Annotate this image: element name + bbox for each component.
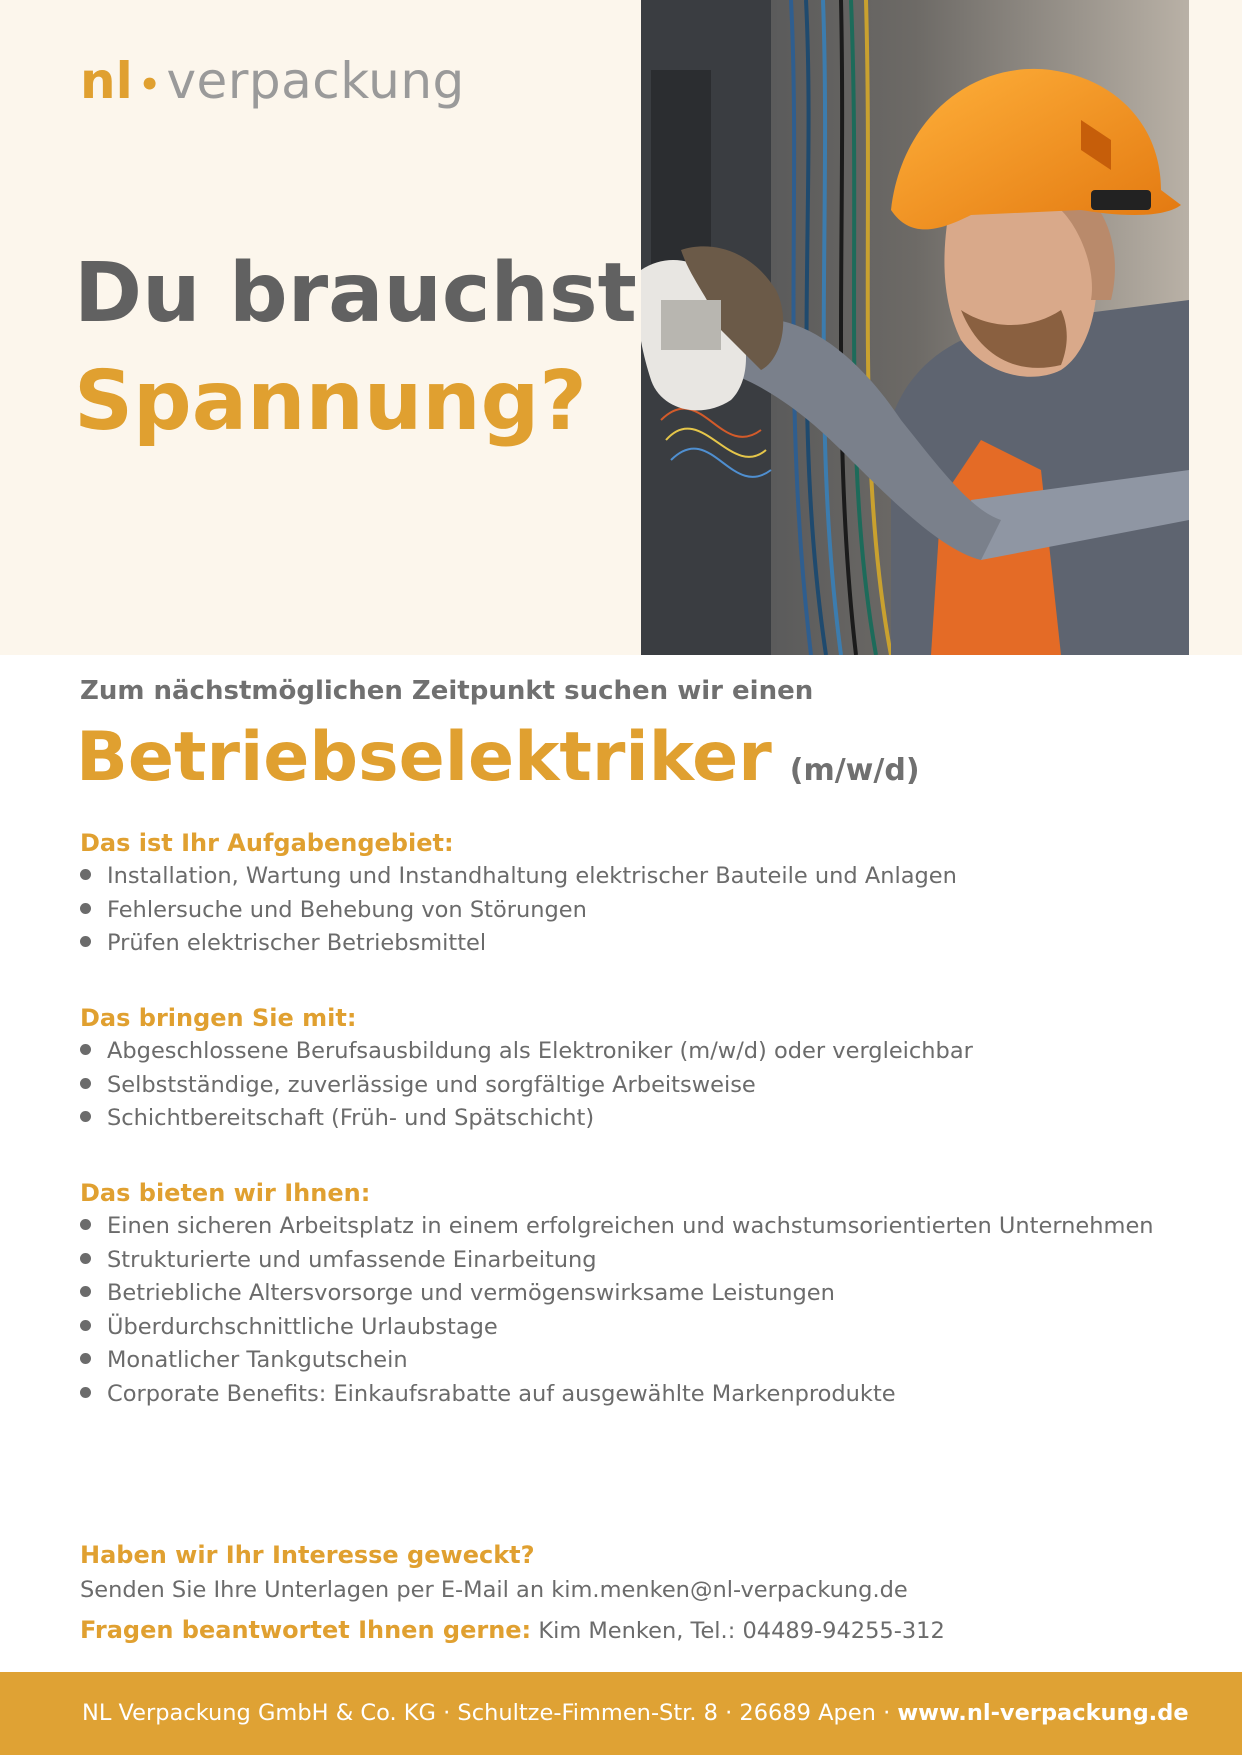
headline — [74, 240, 637, 456]
electrician-photo — [641, 0, 1189, 655]
list-item — [80, 1311, 1154, 1345]
list-item — [80, 1210, 1154, 1244]
job-title-block — [76, 718, 920, 797]
list-item-text: Selbstständige, zuverlässige und sorgfältige Arbeitsweise — [107, 1071, 756, 1098]
contact-email-text[interactable]: Senden Sie Ihre Unterlagen per E-Mail an kim.menken@nl-verpackung.de — [80, 1577, 908, 1603]
job-gender-suffix: (m/w/d) — [789, 753, 920, 788]
bullet-icon — [80, 1253, 91, 1264]
bullet-list — [80, 860, 957, 961]
list-item-text: Prüfen elektrischer Betriebsmittel — [107, 930, 487, 956]
bullet-icon — [80, 903, 91, 914]
list-item — [80, 1069, 973, 1103]
bullet-icon — [80, 1286, 91, 1297]
list-item — [80, 1344, 1154, 1378]
bullet-icon — [80, 936, 91, 947]
contact-block — [80, 1537, 945, 1652]
faq-contact-text: Kim Menken, Tel.: 04489-94255-312 — [538, 1618, 945, 1644]
headline-line2: Spannung? — [74, 354, 587, 449]
list-item-text: Abgeschlossene Berufsausbildung als Elektroniker (m/w/d) oder vergleichbar — [107, 1038, 973, 1064]
list-item — [80, 860, 957, 894]
list-item — [80, 1102, 973, 1136]
list-item-text: Fehlersuche und Behebung von Störungen — [107, 896, 587, 923]
bullet-icon — [80, 869, 91, 880]
logo-nl: nl — [80, 52, 133, 110]
bullet-icon — [80, 1111, 91, 1122]
footer-content — [82, 1672, 1189, 1755]
logo-dot: • — [138, 64, 161, 105]
list-item-text: Strukturierte und umfassende Einarbeitung — [107, 1246, 597, 1273]
list-item — [80, 894, 957, 928]
bullet-icon — [80, 1387, 91, 1398]
list-item — [80, 927, 957, 961]
bullet-list — [80, 1035, 973, 1136]
footer-website-link[interactable]: www.nl-verpackung.de — [897, 1700, 1189, 1726]
section-tasks — [80, 826, 957, 961]
electrician-illustration — [641, 0, 1189, 655]
list-item-text: Einen sicheren Arbeitsplatz in einem erfolgreichen und wachstumsorientierten Unternehmen — [107, 1213, 1154, 1239]
list-item-text: Betriebliche Altersvorsorge und vermögenswirksame Leistungen — [107, 1280, 835, 1306]
company-logo — [80, 46, 465, 120]
bullet-icon — [80, 1044, 91, 1055]
section-heading: Das ist Ihr Aufgabengebiet: — [80, 829, 454, 857]
job-title: Betriebselektriker — [76, 718, 772, 797]
logo-verpackung: verpackung — [166, 52, 465, 110]
bullet-list — [80, 1210, 1154, 1411]
bullet-icon — [80, 1078, 91, 1089]
list-item — [80, 1378, 1154, 1412]
footer-address: NL Verpackung GmbH & Co. KG · Schultze-Fimmen-Str. 8 · 26689 Apen · — [82, 1700, 898, 1726]
list-item-text: Schichtbereitschaft (Früh- und Spätschicht) — [107, 1105, 595, 1131]
section-requirements — [80, 1001, 973, 1136]
list-item — [80, 1277, 1154, 1311]
contact-question: Haben wir Ihr Interesse geweckt? — [80, 1541, 535, 1569]
section-heading: Das bringen Sie mit: — [80, 1004, 357, 1032]
list-item-text: Corporate Benefits: Einkaufsrabatte auf ausgewählte Markenprodukte — [107, 1380, 896, 1407]
list-item-text: Installation, Wartung und Instandhaltung elektrischer Bauteile und Anlagen — [107, 863, 957, 889]
contact-faq — [80, 1609, 945, 1652]
list-item-text: Monatlicher Tankgutschein — [107, 1347, 408, 1373]
list-item — [80, 1035, 973, 1069]
list-item — [80, 1244, 1154, 1278]
list-item-text: Überdurchschnittliche Urlaubstage — [107, 1313, 498, 1340]
bullet-icon — [80, 1219, 91, 1230]
faq-label: Fragen beantwortet Ihnen gerne: — [80, 1616, 532, 1644]
intro-text: Zum nächstmöglichen Zeitpunkt suchen wir einen — [80, 676, 814, 706]
bullet-icon — [80, 1353, 91, 1364]
headline-line1: Du brauchst — [74, 246, 637, 341]
section-heading: Das bieten wir Ihnen: — [80, 1179, 371, 1207]
bullet-icon — [80, 1320, 91, 1331]
section-benefits — [80, 1176, 1154, 1411]
footer-bar — [0, 1672, 1242, 1755]
